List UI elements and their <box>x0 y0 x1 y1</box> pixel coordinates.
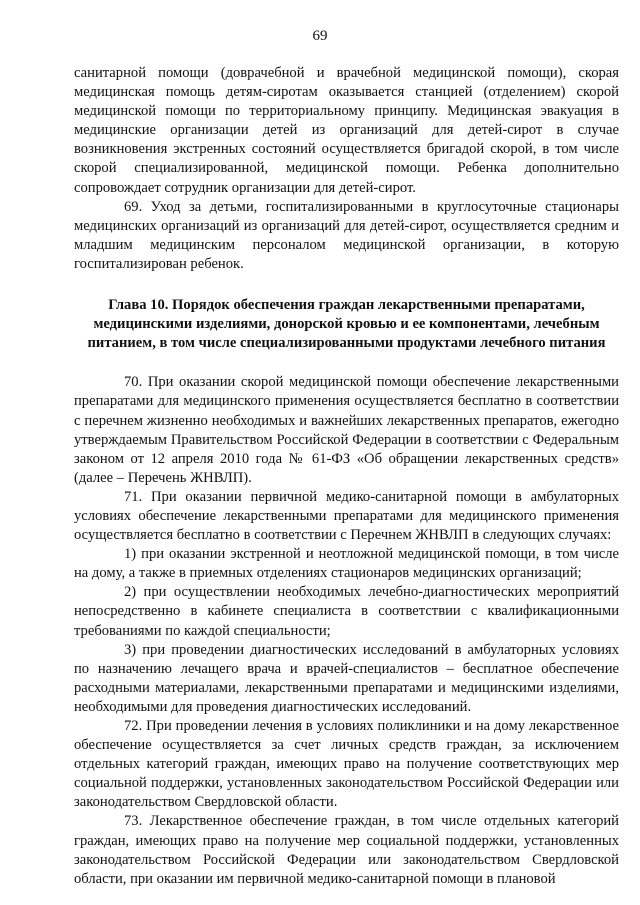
document-body <box>74 64 619 889</box>
paragraph-69: 69. Уход за детьми, госпитализированными в круглосуточные стационары медицинских организаций из организаций для детей-сирот, осуществляется средним и младшим медицинским персоналом медицинской организации, в которую госпитализирован ребенок. <box>74 198 619 272</box>
paragraph-72: 72. При проведении лечения в условиях поликлиники и на дому лекарственное обеспечение осуществляется за счет личных средств граждан, за исключением отдельных категорий граждан, имеющих право на получение соответствующих мер социальной поддержки, установленных законодательством Российской Федерации или законодательством Свердловской области. <box>74 718 619 811</box>
paragraph-71: 71. При оказании первичной медико-санитарной помощи в амбулаторных условиях обеспечение лекарственными препаратами для медицинского применения осуществляется бесплатно в соответствии с Перечнем ЖНВЛП в следующих случаях: <box>74 488 619 544</box>
page-number: 69 <box>312 28 328 44</box>
list-item-2: 2) при осуществлении необходимых лечебно-диагностических мероприятий непосредственно в кабинете специалиста в соответствии с квалификационными требованиями по каждой специальности; <box>74 584 619 639</box>
paragraph-70: 70. При оказании скорой медицинской помощи обеспечение лекарственными препаратами для медицинского применения осуществляется бесплатно в соответствии с перечнем жизненно необходимых и важнейших лекарственных препаратов, ежегодно утверждаемым Правительством Российской Федерации в соответствии с Федеральным законом от 12 апреля 2010 года № 61-ФЗ «Об обращении лекарственных средств» (далее – Перечень ЖНВЛП). <box>74 374 619 486</box>
list-item-3: 3) при проведении диагностических исследований в амбулаторных условиях по назначению лечащего врача и врачей-специалистов – бесплатное обеспечение расходными материалами, лекарственными препаратами и медицинскими изделиями, необходимыми для проведения диагностических исследований. <box>74 641 619 715</box>
list-item-1: 1) при оказании экстренной и неотложной медицинской помощи, в том числе на дому, а также в приемных отделениях стационаров медицинских организаций; <box>74 546 619 582</box>
paragraph-73: 73. Лекарственное обеспечение граждан, в том числе отдельных категорий граждан, имеющих право на получение мер социальной поддержки, установленных законодательством Российской Федерации или законодательством Свердловской области, при оказании им первичной медико-санитарной помощи в плановой <box>74 813 619 887</box>
paragraph-continued: санитарной помощи (доврачебной и врачебной медицинской помощи), скорая медицинская помощь детям-сиротам оказывается станцией (отделением) скорой медицинской помощи по территориальному принципу. Медицинская эвакуация в медицинские организации детей из организаций для детей-сирот в случае возникновения экстренных состояний осуществляется бригадой скорой, в том числе скорой специализированной, медицинской помощи. Ребенка дополнительно сопровождает сотрудник организации для детей-сирот. <box>74 65 619 196</box>
chapter-heading: Глава 10. Порядок обеспечения граждан лекарственными препаратами, медицинскими изделиями, донорской кровью и ее компонентами, лечебным питанием, в том числе специализированными продуктами лечебного питания <box>87 297 606 352</box>
